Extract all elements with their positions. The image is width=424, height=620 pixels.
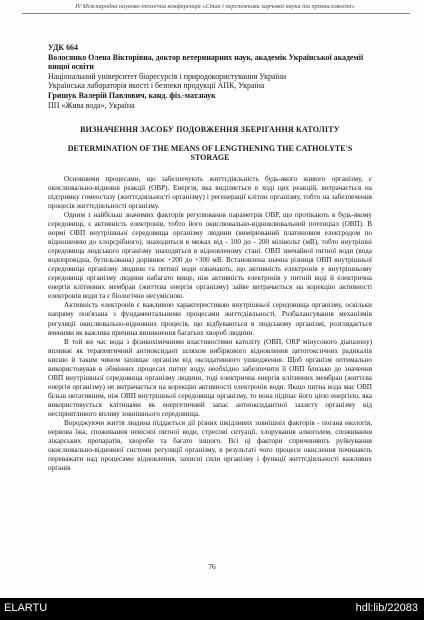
paragraph: Вороджуючи життя людина піддається дії різних шкідливих зовнішніх факторів - погана екологія, нервова їжа, споживання невісної питної води, стресові ситуації, хлорування алкоголем, споживання лікарських препаратів, хвороби та багато іншого. Всі ці фактори спричиняють руйнування окислювально-відновної системи регуляції організму, в результаті чого процеси окислення починають переважати над процесами відновлення, захисні сили організму і функції життєдіяльності важливих органів xyxy=(48,419,372,473)
paragraph: Основними процесами, що забезпечують життєдіяльність будь-якого живого організму, є окислювально-відновні реакції (ОВР). Енергія, яка виділяється в ході цих реакцій, витрачається на підтримку гомеостазу (життєдіяльності організму) і регенерації клітин організму, тобто на забезпечення процесів життєдіяльності організму. xyxy=(48,174,372,210)
handle-id: hdl:lib/22083 xyxy=(355,602,418,614)
title-english: DETERMINATION OF THE MEANS OF LENGTHENING THE CATHOLYTE'S STORAGE xyxy=(67,143,353,163)
author-block xyxy=(48,43,372,110)
title-ukrainian: ВИЗНАЧЕННЯ ЗАСОБУ ПОДОВЖЕННЯ ЗБЕРІГАННЯ КАТОЛІТУ xyxy=(80,125,340,135)
body-text xyxy=(48,175,372,474)
article-content xyxy=(48,43,372,473)
running-head: IV Міжнародна науково-технічна конференція «Стан і перспективи харчової науки та промисловості» xyxy=(75,3,355,10)
affiliation-2: ПП «Жива вода», Україна xyxy=(48,100,135,110)
author-2: Гришук Валерій Павлович, канд. фіз.-мат.наук xyxy=(48,90,216,100)
affiliation-1a: Національний університет біоресурсів і природокористування України xyxy=(48,71,287,81)
paragraph: Активність електронів є важливою характеристикою внутрішньої середовища організму, оскільки напряму пов'язана з фундаментальними процесами життєдіяльності. Розбалансування механізмів регуляції окислювально-відновних процесів, що відбуваються в людському організмі, розглядається вченими як важлива причина виникнення багатьох хвороб людини. xyxy=(48,301,372,337)
affiliation-1b: Українська лабораторія якості і безпеки продукції АПК, Україна xyxy=(48,81,265,91)
page-number: 76 xyxy=(208,562,216,571)
repository-name: ELARTU xyxy=(4,602,48,614)
udk-code: УДК 664 xyxy=(48,43,78,52)
paragraph: Одним з найбільш значимих факторів регулювання параметрів ОВР, що протікають в будь-якому середовищі, є активність електронів, тобто його окислювально-відновлювальний потенціал (ОВП). В нормі ОВП внутрішньої середовища організму людини (вимірюваний платиновим електродом по відношенню до хлорсрібного), знаходиться в межах від - 100 до - 200 мілівольт (мВ), тобто внутрішні середовища людського організму знаходяться в відновленому стані. ОВП звичайної питної води (вода водопровідна, бутильована) дорівнює +200 до +300 мВ. Встановлена значна різниця ОВП внутрішньої середовища організму людини та питної води означають, що активність електронів у внутрішньому середовищі організму людини набагато вище, ніж активність електронів у питній воді й електрична енергія клітинних мембран (життєва енергія організму) зайве витрачається на корекцію активності електронів води та є біологічно несумісною. xyxy=(48,210,372,301)
header-rule xyxy=(22,13,410,14)
author-1: Волосянко Олена Вікторівна, доктор ветеринарних наук, академік Української академії вищої освіти xyxy=(48,52,364,72)
paragraph: В той же час вода з фізикохімічними властивостями католіту (ОВП, ORP мінусового діапазону) впливає як терапевтичний антиоксидант шляхом вибіркового відновлення цитотоксичних радикалів кисню й таким чином захищає організм від оксидативного ушкодження. Щоб організм оптимально використовував в обмінних процесах питну воду, необхідно забезпечити її ОВП близько до значення ОВП внутрішньої середовища організму людини, тоді електрична енергія клітинних мембран (життєва енергія організму) не витрачається на корекцію активності електронів води. Якщо питна вода має ОВП більш негативним, ніж ОВП внутрішньої середовища організму, то вона підіпає його цією енергією, яка використовується клітинами як енергетичний запас антиоксидантної захисту організму від несприятливого впливу зовнішнього середовища. xyxy=(48,337,372,418)
footer-bar xyxy=(0,598,424,620)
